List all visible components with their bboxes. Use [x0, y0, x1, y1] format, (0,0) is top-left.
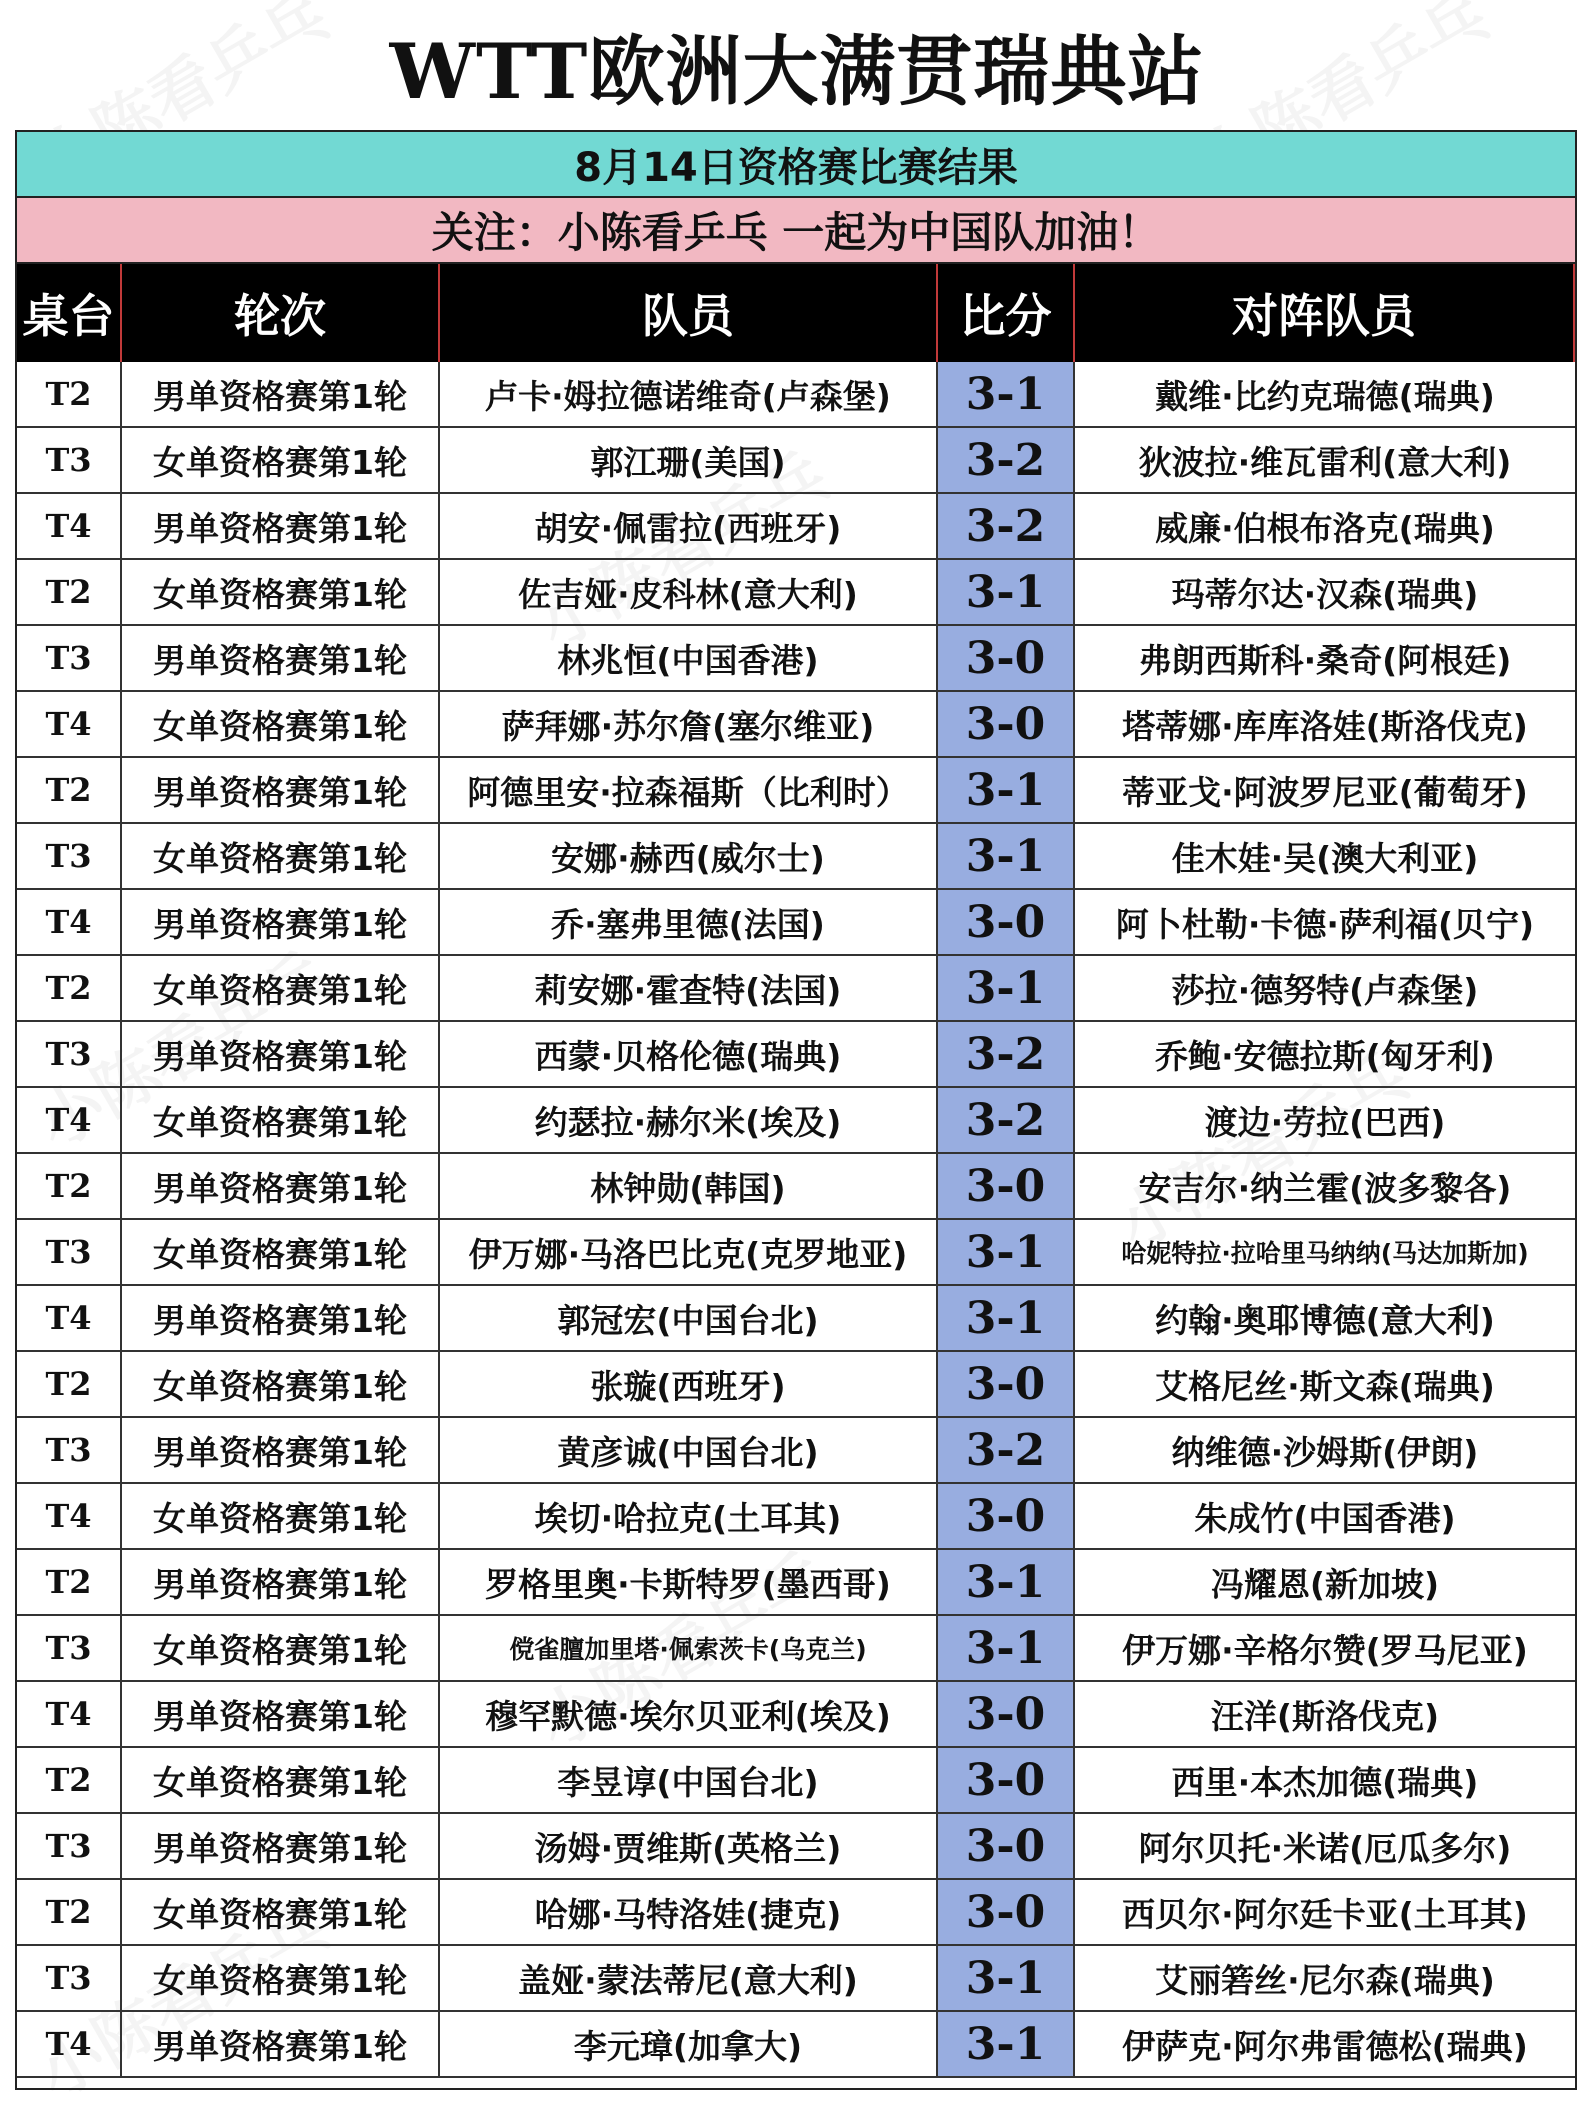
player-cell: 伊万娜·马洛巴比克(克罗地亚): [440, 1220, 938, 1286]
opponent-cell: 西贝尔·阿尔廷卡亚(土耳其): [1075, 1880, 1575, 1946]
opponent-cell: 冯耀恩(新加坡): [1075, 1550, 1575, 1616]
round-cell: 女单资格赛第1轮: [122, 1616, 440, 1682]
score-cell: 3-1: [938, 758, 1075, 824]
table-cell: T3: [17, 824, 122, 890]
player-cell: 穆罕默德·埃尔贝亚利(埃及): [440, 1682, 938, 1748]
opponent-cell: 哈妮特拉·拉哈里马纳纳(马达加斯加): [1075, 1220, 1575, 1286]
opponent-cell: 狄波拉·维瓦雷利(意大利): [1075, 428, 1575, 494]
header-player: 队员: [440, 264, 938, 362]
opponent-cell: 弗朗西斯科·桑奇(阿根廷): [1075, 626, 1575, 692]
player-cell: 林兆恒(中国香港): [440, 626, 938, 692]
opponent-cell: 乔鲍·安德拉斯(匈牙利): [1075, 1022, 1575, 1088]
player-cell: 埃切·哈拉克(土耳其): [440, 1484, 938, 1550]
score-cell: 3-1: [938, 1550, 1075, 1616]
header-round: 轮次: [122, 264, 440, 362]
round-cell: 男单资格赛第1轮: [122, 1814, 440, 1880]
header-opponent: 对阵队员: [1075, 264, 1575, 362]
player-cell: 卢卡·姆拉德诺维奇(卢森堡): [440, 362, 938, 428]
score-cell: 3-0: [938, 1748, 1075, 1814]
score-cell: 3-0: [938, 1880, 1075, 1946]
opponent-cell: 安吉尔·纳兰霍(波多黎各): [1075, 1154, 1575, 1220]
header-table: 桌台: [17, 264, 122, 362]
score-cell: 3-0: [938, 1682, 1075, 1748]
table-cell: T4: [17, 1484, 122, 1550]
opponent-cell: 西里·本杰加德(瑞典): [1075, 1748, 1575, 1814]
round-cell: 女单资格赛第1轮: [122, 1880, 440, 1946]
score-cell: 3-1: [938, 2012, 1075, 2078]
player-cell: 萨拜娜·苏尔詹(塞尔维亚): [440, 692, 938, 758]
table-cell: T3: [17, 1022, 122, 1088]
table-cell: T2: [17, 1880, 122, 1946]
score-cell: 3-1: [938, 362, 1075, 428]
table-cell: T2: [17, 758, 122, 824]
round-cell: 女单资格赛第1轮: [122, 428, 440, 494]
player-cell: 佐吉娅·皮科林(意大利): [440, 560, 938, 626]
opponent-cell: 阿卜杜勒·卡德·萨利福(贝宁): [1075, 890, 1575, 956]
player-cell: 西蒙·贝格伦德(瑞典): [440, 1022, 938, 1088]
round-cell: 男单资格赛第1轮: [122, 626, 440, 692]
player-cell: 安娜·赫西(威尔士): [440, 824, 938, 890]
score-cell: 3-0: [938, 1352, 1075, 1418]
round-cell: 女单资格赛第1轮: [122, 1088, 440, 1154]
table-cell: T3: [17, 1418, 122, 1484]
score-cell: 3-2: [938, 1022, 1075, 1088]
table-cell: T4: [17, 1286, 122, 1352]
table-cell: T4: [17, 494, 122, 560]
round-cell: 男单资格赛第1轮: [122, 758, 440, 824]
round-cell: 男单资格赛第1轮: [122, 1022, 440, 1088]
round-cell: 女单资格赛第1轮: [122, 1352, 440, 1418]
opponent-cell: 汪洋(斯洛伐克): [1075, 1682, 1575, 1748]
player-cell: 李昱谆(中国台北): [440, 1748, 938, 1814]
table-cell: T3: [17, 1220, 122, 1286]
opponent-cell: 朱成竹(中国香港): [1075, 1484, 1575, 1550]
table-cell: T3: [17, 1814, 122, 1880]
opponent-cell: 蒂亚戈·阿波罗尼亚(葡萄牙): [1075, 758, 1575, 824]
opponent-cell: 艾格尼丝·斯文森(瑞典): [1075, 1352, 1575, 1418]
opponent-cell: 阿尔贝托·米诺(厄瓜多尔): [1075, 1814, 1575, 1880]
round-cell: 女单资格赛第1轮: [122, 1748, 440, 1814]
round-cell: 男单资格赛第1轮: [122, 1418, 440, 1484]
round-cell: 女单资格赛第1轮: [122, 692, 440, 758]
opponent-cell: 佳木娃·吴(澳大利亚): [1075, 824, 1575, 890]
score-cell: 3-2: [938, 1088, 1075, 1154]
score-cell: 3-0: [938, 1484, 1075, 1550]
results-table: [17, 264, 1575, 2078]
score-cell: 3-2: [938, 494, 1075, 560]
player-cell: 林钟勋(韩国): [440, 1154, 938, 1220]
player-cell: 约瑟拉·赫尔米(埃及): [440, 1088, 938, 1154]
player-cell: 盖娅·蒙法蒂尼(意大利): [440, 1946, 938, 2012]
score-cell: 3-1: [938, 1946, 1075, 2012]
table-cell: T2: [17, 1550, 122, 1616]
table-cell: T2: [17, 560, 122, 626]
player-cell: 莉安娜·霍查特(法国): [440, 956, 938, 1022]
opponent-cell: 塔蒂娜·库库洛娃(斯洛伐克): [1075, 692, 1575, 758]
table-cell: T4: [17, 2012, 122, 2078]
opponent-cell: 艾丽箬丝·尼尔森(瑞典): [1075, 1946, 1575, 2012]
table-cell: T4: [17, 692, 122, 758]
score-cell: 3-2: [938, 428, 1075, 494]
round-cell: 女单资格赛第1轮: [122, 956, 440, 1022]
table-cell: T3: [17, 428, 122, 494]
player-cell: 胡安·佩雷拉(西班牙): [440, 494, 938, 560]
page-title: WTT欧洲大满贯瑞典站: [389, 26, 1205, 116]
round-cell: 女单资格赛第1轮: [122, 1946, 440, 2012]
score-cell: 3-0: [938, 1814, 1075, 1880]
player-cell: 罗格里奥·卡斯特罗(墨西哥): [440, 1550, 938, 1616]
round-cell: 男单资格赛第1轮: [122, 362, 440, 428]
score-cell: 3-1: [938, 956, 1075, 1022]
table-cell: T2: [17, 1748, 122, 1814]
score-cell: 3-0: [938, 1154, 1075, 1220]
round-cell: 女单资格赛第1轮: [122, 560, 440, 626]
date-banner: 8月14日资格赛比赛结果: [17, 132, 1575, 198]
round-cell: 男单资格赛第1轮: [122, 494, 440, 560]
round-cell: 男单资格赛第1轮: [122, 2012, 440, 2078]
opponent-cell: 纳维德·沙姆斯(伊朗): [1075, 1418, 1575, 1484]
player-cell: 黄彦诚(中国台北): [440, 1418, 938, 1484]
player-cell: 汤姆·贾维斯(英格兰): [440, 1814, 938, 1880]
opponent-cell: 莎拉·德努特(卢森堡): [1075, 956, 1575, 1022]
opponent-cell: 伊万娜·辛格尔赞(罗马尼亚): [1075, 1616, 1575, 1682]
table-cell: T2: [17, 1352, 122, 1418]
opponent-cell: 威廉·伯根布洛克(瑞典): [1075, 494, 1575, 560]
player-cell: 张璇(西班牙): [440, 1352, 938, 1418]
table-cell: T3: [17, 1616, 122, 1682]
player-cell: 郭冠宏(中国台北): [440, 1286, 938, 1352]
table-cell: T3: [17, 626, 122, 692]
score-cell: 3-0: [938, 890, 1075, 956]
table-cell: T4: [17, 890, 122, 956]
score-cell: 3-1: [938, 1286, 1075, 1352]
header-score: 比分: [938, 264, 1075, 362]
round-cell: 男单资格赛第1轮: [122, 1550, 440, 1616]
table-cell: T4: [17, 1088, 122, 1154]
results-sheet: [15, 130, 1577, 2090]
opponent-cell: 伊萨克·阿尔弗雷德松(瑞典): [1075, 2012, 1575, 2078]
opponent-cell: 渡边·劳拉(巴西): [1075, 1088, 1575, 1154]
round-cell: 男单资格赛第1轮: [122, 1682, 440, 1748]
table-cell: T4: [17, 1682, 122, 1748]
player-cell: 阿德里安·拉森福斯（比利时）: [440, 758, 938, 824]
player-cell: 李元璋(加拿大): [440, 2012, 938, 2078]
round-cell: 女单资格赛第1轮: [122, 1220, 440, 1286]
player-cell: 乔·塞弗里德(法国): [440, 890, 938, 956]
follow-banner: 关注：小陈看乒乓 一起为中国队加油！: [17, 198, 1575, 264]
table-cell: T2: [17, 362, 122, 428]
score-cell: 3-1: [938, 1220, 1075, 1286]
score-cell: 3-2: [938, 1418, 1075, 1484]
round-cell: 女单资格赛第1轮: [122, 1484, 440, 1550]
opponent-cell: 戴维·比约克瑞德(瑞典): [1075, 362, 1575, 428]
round-cell: 男单资格赛第1轮: [122, 1286, 440, 1352]
table-cell: T2: [17, 1154, 122, 1220]
opponent-cell: 约翰·奥耶博德(意大利): [1075, 1286, 1575, 1352]
opponent-cell: 玛蒂尔达·汉森(瑞典): [1075, 560, 1575, 626]
score-cell: 3-1: [938, 560, 1075, 626]
score-cell: 3-0: [938, 626, 1075, 692]
score-cell: 3-1: [938, 824, 1075, 890]
round-cell: 男单资格赛第1轮: [122, 1154, 440, 1220]
player-cell: 郭江珊(美国): [440, 428, 938, 494]
table-cell: T3: [17, 1946, 122, 2012]
round-cell: 男单资格赛第1轮: [122, 890, 440, 956]
score-cell: 3-0: [938, 692, 1075, 758]
round-cell: 女单资格赛第1轮: [122, 824, 440, 890]
table-cell: T2: [17, 956, 122, 1022]
player-cell: 傥雀膻加里塔·佩索茨卡(乌克兰): [440, 1616, 938, 1682]
score-cell: 3-1: [938, 1616, 1075, 1682]
player-cell: 哈娜·马特洛娃(捷克): [440, 1880, 938, 1946]
